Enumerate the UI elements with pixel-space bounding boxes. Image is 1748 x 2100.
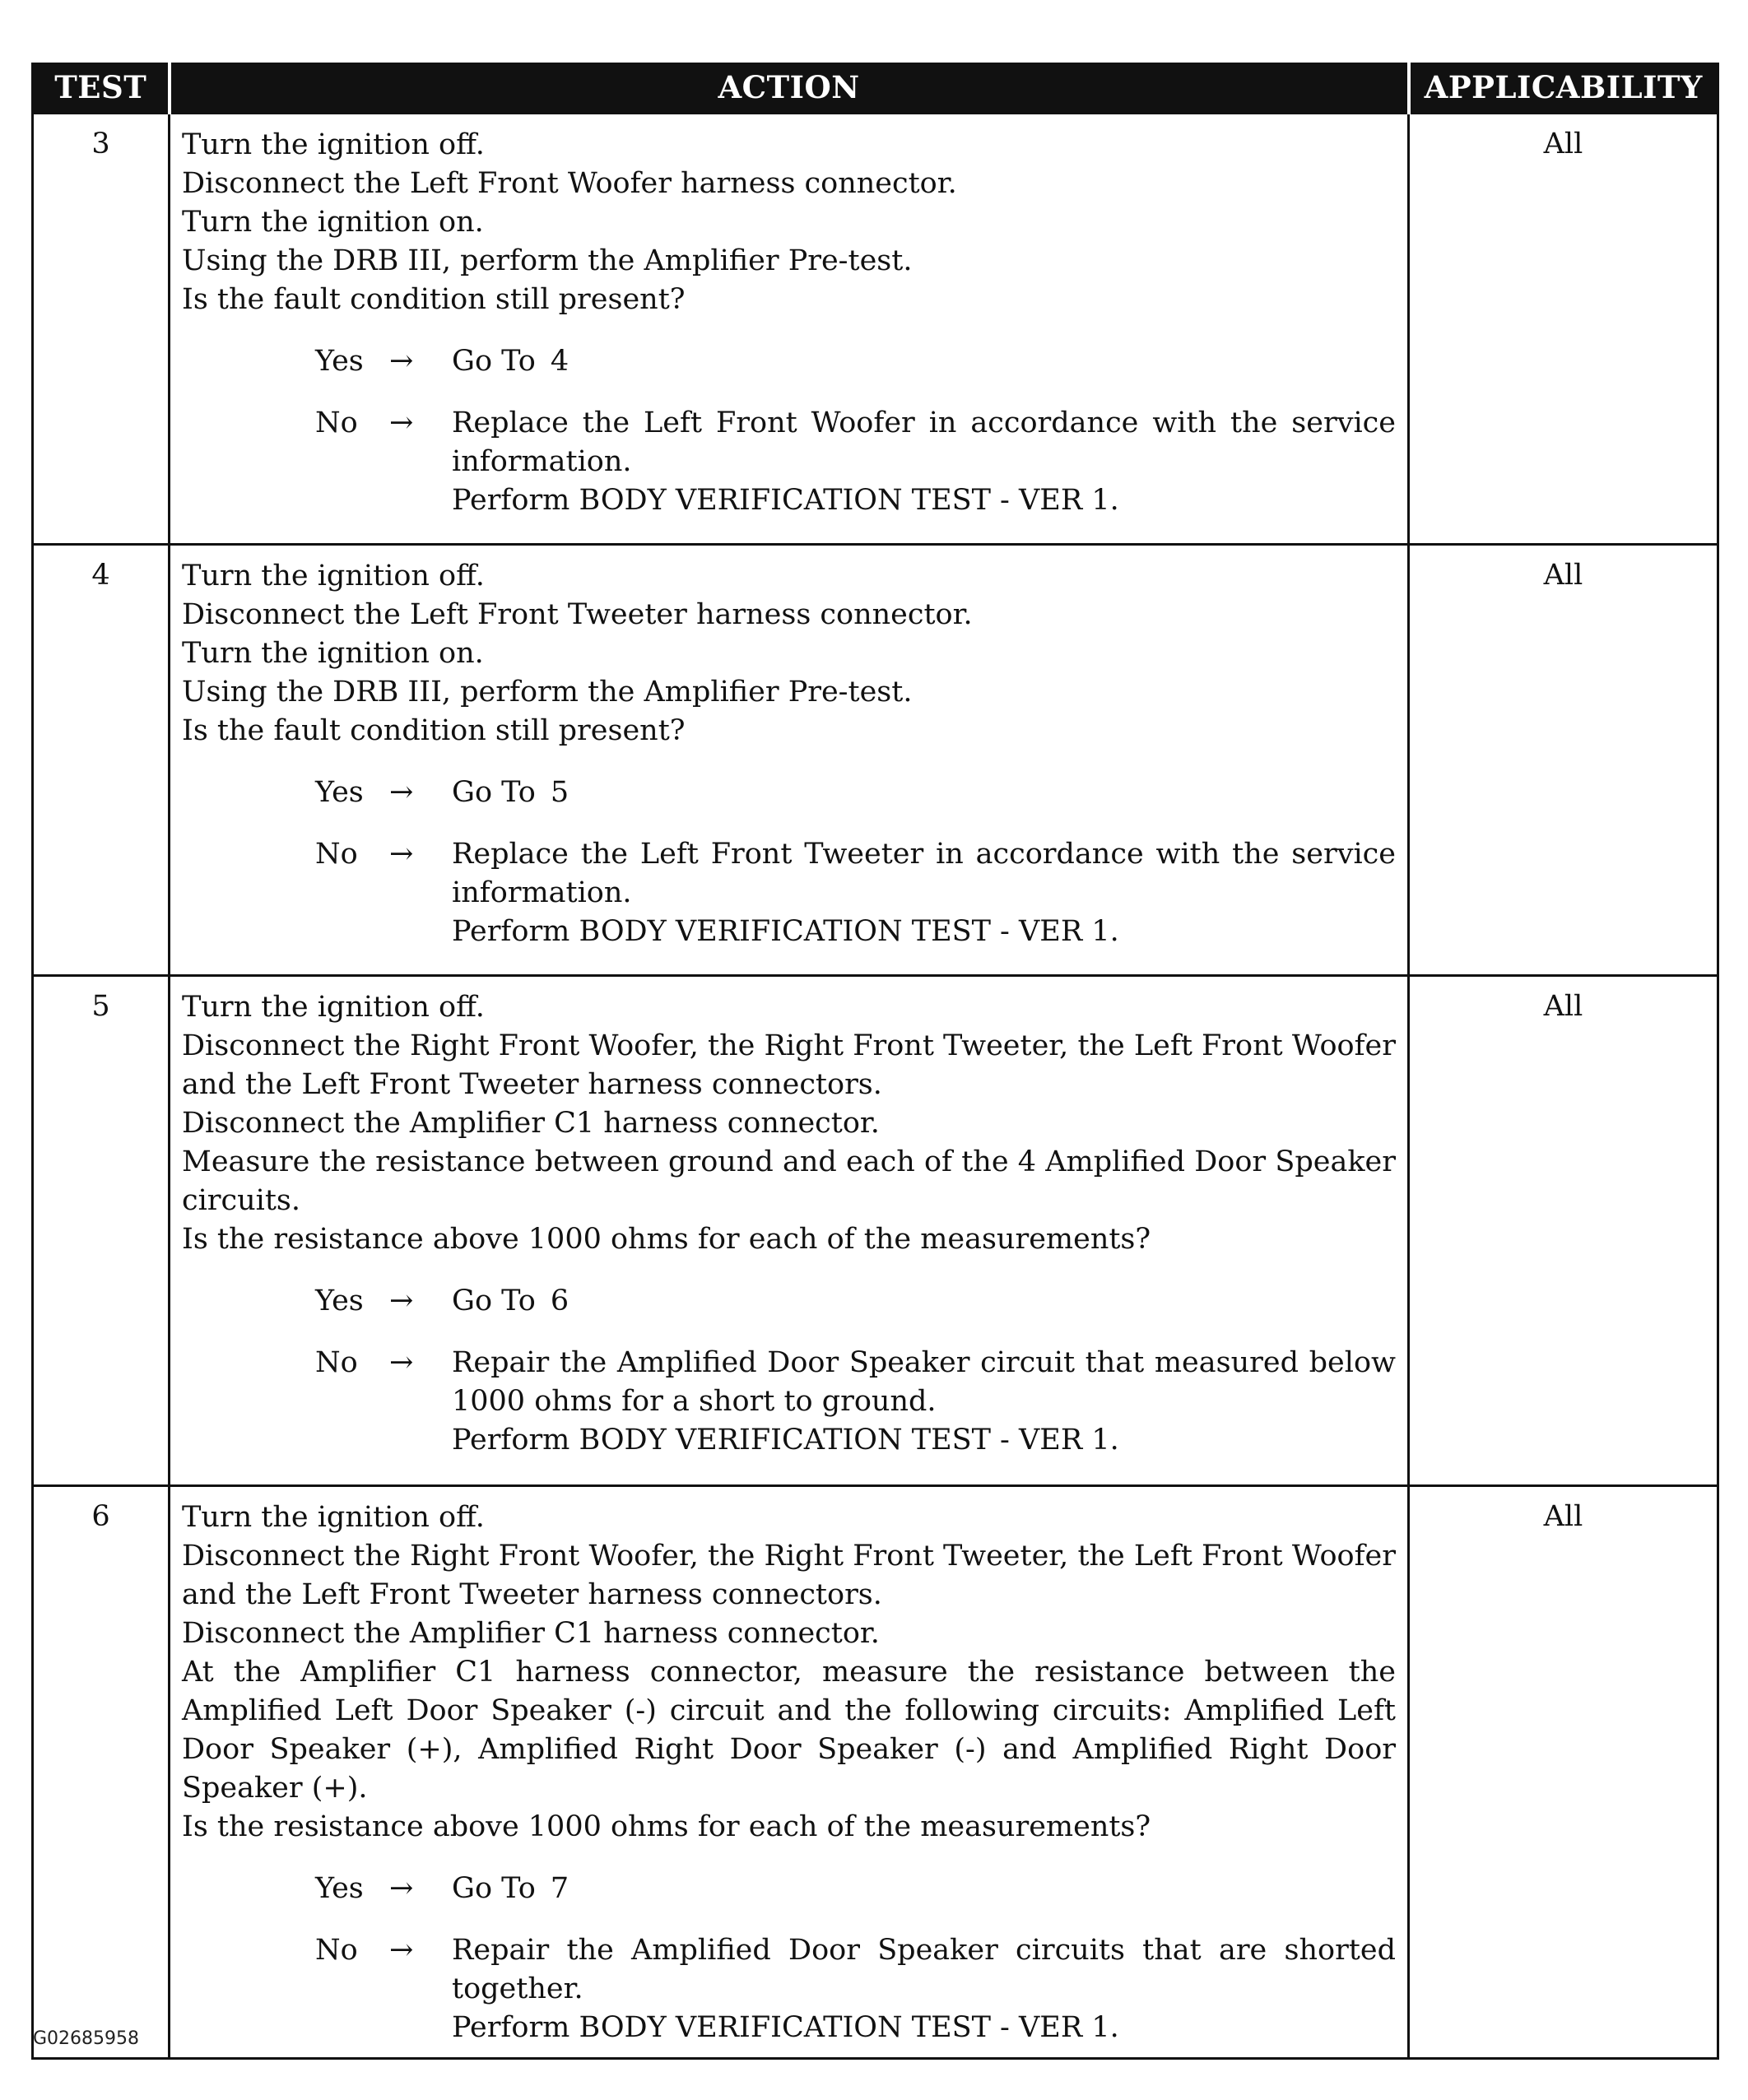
yes-outcome (182, 342, 1396, 381)
table-header-row (33, 63, 1718, 114)
header-test: TEST (33, 63, 170, 114)
yes-result (452, 342, 1396, 381)
goto-label: Go To (452, 345, 536, 378)
figure-id: G02685958 (33, 2028, 140, 2049)
yes-outcome (182, 1870, 1396, 1908)
action-step: Is the resistance above 1000 ohms for each of the measurements? (182, 1810, 1151, 1843)
action-steps (182, 557, 1396, 750)
action-step: Disconnect the Right Front Woofer, the Right Front Tweeter, the Left Front Woofer and the Left Front Tweeter harness connectors. (182, 1029, 1396, 1101)
goto-target[interactable]: 5 (550, 776, 569, 809)
yes-label: Yes (315, 1872, 364, 1905)
arrow-right-icon: → (389, 1346, 414, 1379)
no-label: No (315, 838, 358, 871)
action-step: Using the DRB III, perform the Amplifier Pre-test. (182, 244, 913, 277)
no-result (452, 1931, 1396, 2047)
action-step: Is the fault condition still present? (182, 714, 686, 747)
arrow-right-icon: → (389, 776, 414, 809)
yes-outcome (182, 774, 1396, 812)
applicability-value: All (1409, 976, 1718, 1486)
arrow-right-icon: → (389, 345, 414, 378)
table-row (33, 976, 1718, 1486)
action-step: Disconnect the Amplifier C1 harness connector. (182, 1107, 880, 1140)
arrow-right-icon: → (389, 1934, 414, 1967)
action-step: Measure the resistance between ground and each of the 4 Amplified Door Speaker circuits. (182, 1145, 1396, 1217)
test-number: 6 (33, 1486, 170, 2059)
no-action-text: Replace the Left Front Woofer in accordance with the service information. (452, 407, 1396, 478)
table-row (33, 545, 1718, 976)
yes-result (452, 774, 1396, 812)
no-outcome (182, 835, 1396, 951)
action-step: Turn the ignition off. (182, 560, 485, 592)
goto-label: Go To (452, 776, 536, 809)
applicability-value: All (1409, 1486, 1718, 2059)
action-steps (182, 1498, 1396, 1847)
action-step: Is the fault condition still present? (182, 283, 686, 316)
yes-result (452, 1870, 1396, 1908)
action-cell (170, 1486, 1409, 2059)
action-step: Turn the ignition off. (182, 1501, 485, 1534)
action-step: Turn the ignition on. (182, 206, 484, 239)
no-outcome (182, 404, 1396, 520)
no-label: No (315, 1346, 358, 1379)
header-action: ACTION (170, 63, 1409, 114)
action-step: Turn the ignition off. (182, 991, 485, 1024)
no-label: No (315, 407, 358, 439)
goto-target[interactable]: 6 (550, 1285, 569, 1317)
test-number: 5 (33, 976, 170, 1486)
verification-step: Perform BODY VERIFICATION TEST - VER 1. (452, 1424, 1119, 1457)
yes-label: Yes (315, 1285, 364, 1317)
table-row (33, 114, 1718, 545)
arrow-right-icon: → (389, 1285, 414, 1317)
goto-target[interactable]: 4 (550, 345, 569, 378)
yes-label: Yes (315, 776, 364, 809)
action-step: Using the DRB III, perform the Amplifier Pre-test. (182, 676, 913, 709)
table-row (33, 1486, 1718, 2059)
yes-result (452, 1282, 1396, 1321)
no-outcome (182, 1931, 1396, 2047)
arrow-right-icon: → (389, 838, 414, 871)
action-step: Disconnect the Amplifier C1 harness connector. (182, 1617, 880, 1650)
no-label: No (315, 1934, 358, 1967)
no-result (452, 1344, 1396, 1460)
applicability-value: All (1409, 114, 1718, 545)
test-number: 4 (33, 545, 170, 976)
diagnostic-test-table (31, 63, 1719, 2060)
action-step: At the Amplifier C1 harness connector, measure the resistance between the Amplified Left Door Speaker (-) circuit and the following circuits: Amplified Left Door Speaker (+), Amplified Right Door Speaker (-) and Amplified Right Door Speaker (+). (182, 1656, 1396, 1805)
goto-label: Go To (452, 1872, 536, 1905)
no-outcome (182, 1344, 1396, 1460)
table-body (33, 114, 1718, 2059)
action-step: Disconnect the Left Front Tweeter harness connector. (182, 598, 973, 631)
verification-step: Perform BODY VERIFICATION TEST - VER 1. (452, 2011, 1119, 2044)
no-result (452, 404, 1396, 520)
yes-label: Yes (315, 345, 364, 378)
header-applicability: APPLICABILITY (1409, 63, 1718, 114)
goto-label: Go To (452, 1285, 536, 1317)
action-cell (170, 976, 1409, 1486)
verification-step: Perform BODY VERIFICATION TEST - VER 1. (452, 484, 1119, 517)
no-action-text: Repair the Amplified Door Speaker circuits that are shorted together. (452, 1934, 1396, 2005)
action-cell (170, 545, 1409, 976)
action-step: Is the resistance above 1000 ohms for each of the measurements? (182, 1223, 1151, 1256)
action-steps (182, 988, 1396, 1259)
action-step: Turn the ignition off. (182, 128, 485, 161)
action-step: Turn the ignition on. (182, 637, 484, 670)
applicability-value: All (1409, 545, 1718, 976)
no-action-text: Repair the Amplified Door Speaker circuit that measured below 1000 ohms for a short to ground. (452, 1346, 1396, 1418)
arrow-right-icon: → (389, 407, 414, 439)
verification-step: Perform BODY VERIFICATION TEST - VER 1. (452, 915, 1119, 948)
no-result (452, 835, 1396, 951)
action-steps (182, 126, 1396, 319)
test-number: 3 (33, 114, 170, 545)
arrow-right-icon: → (389, 1872, 414, 1905)
goto-target[interactable]: 7 (550, 1872, 569, 1905)
action-step: Disconnect the Right Front Woofer, the Right Front Tweeter, the Left Front Woofer and the Left Front Tweeter harness connectors. (182, 1540, 1396, 1611)
action-cell (170, 114, 1409, 545)
yes-outcome (182, 1282, 1396, 1321)
action-step: Disconnect the Left Front Woofer harness connector. (182, 167, 957, 200)
no-action-text: Replace the Left Front Tweeter in accordance with the service information. (452, 838, 1396, 909)
